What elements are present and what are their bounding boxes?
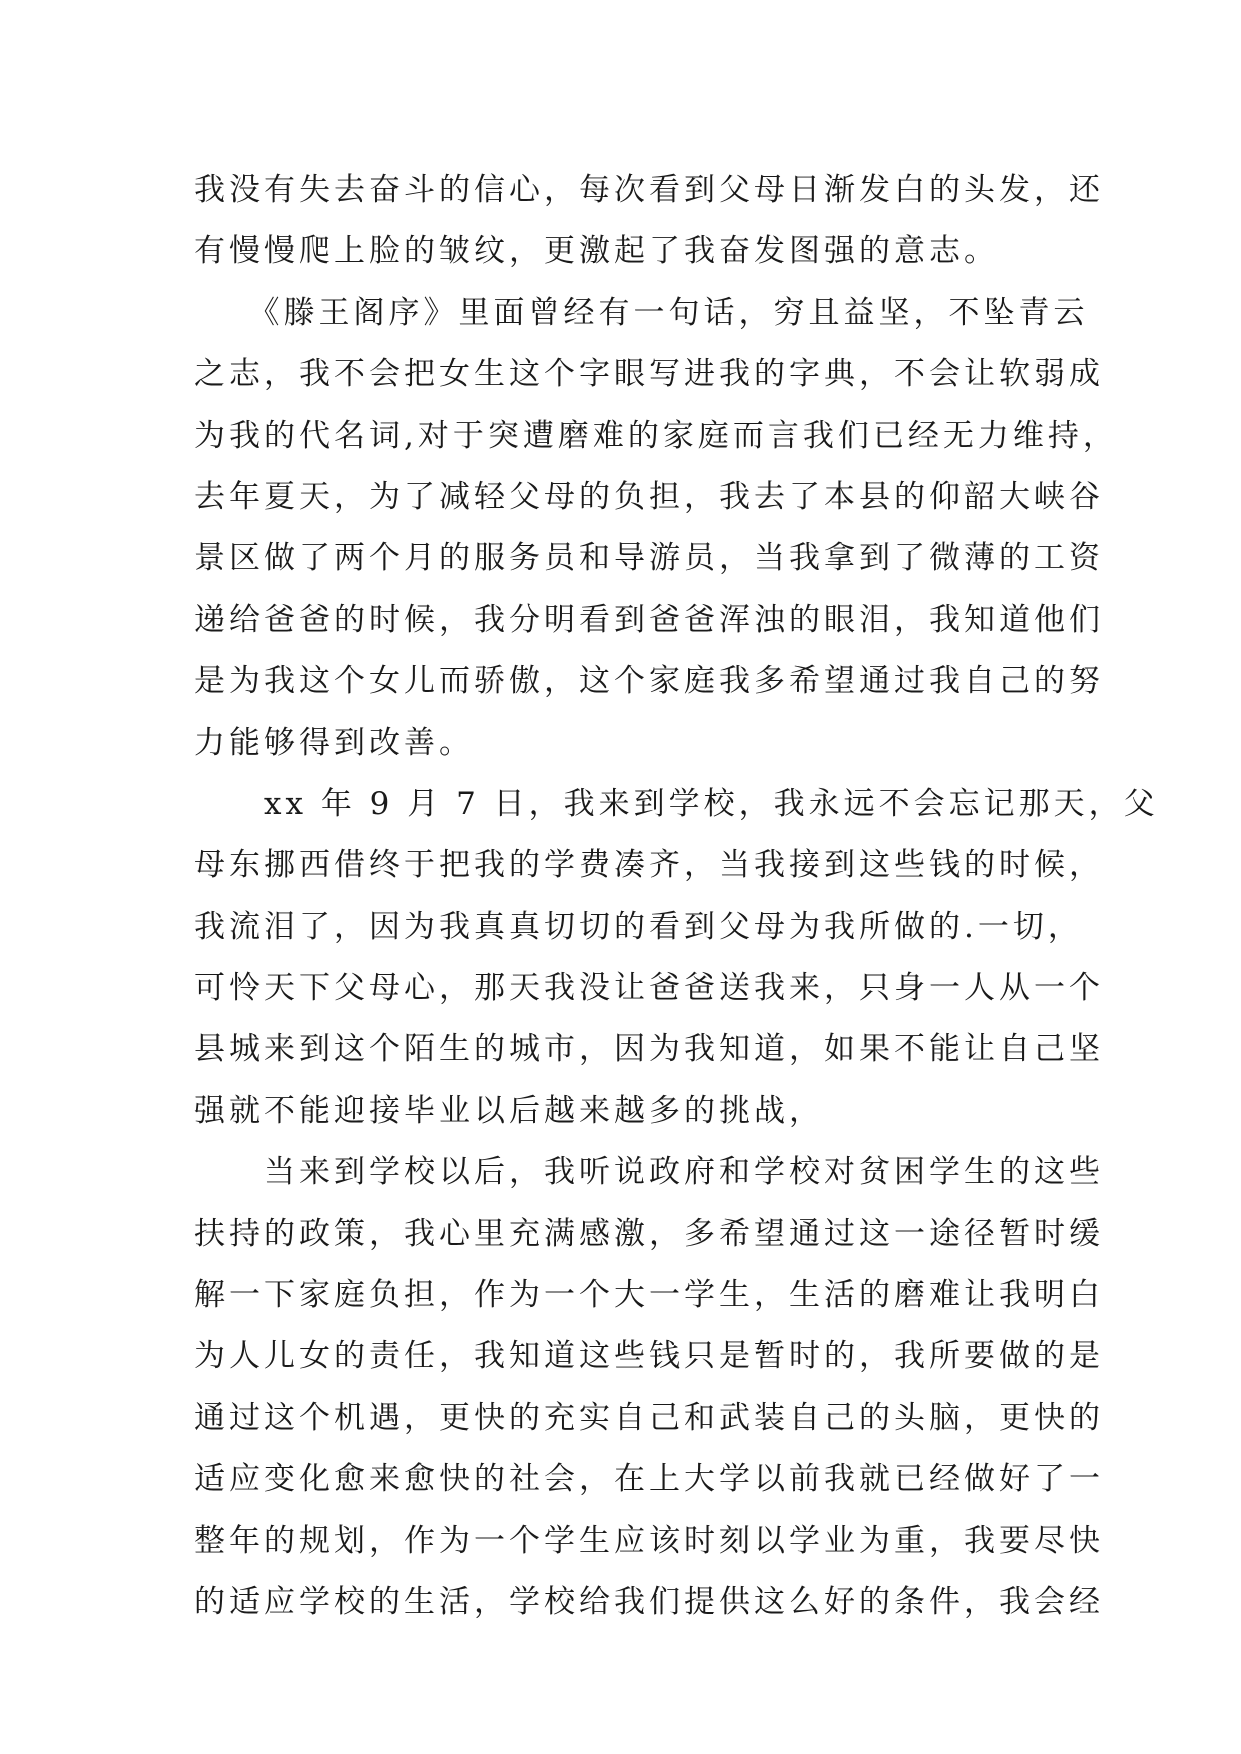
text-line: 可怜天下父母心，那天我没让爸爸送我来，只身一人从一个 bbox=[194, 970, 1104, 1007]
text-line: 景区做了两个月的服务员和导游员，当我拿到了微薄的工资 bbox=[194, 540, 1104, 577]
text-line: 的适应学校的生活，学校给我们提供这么好的条件，我会经 bbox=[194, 1583, 1104, 1620]
text-line: 之志，我不会把女生这个字眼写进我的字典，不会让软弱成 bbox=[194, 356, 1104, 393]
text-line: 为我的代名词,对于突遭磨难的家庭而言我们已经无力维持， bbox=[194, 417, 1118, 454]
text-line: 适应变化愈来愈快的社会，在上大学以前我就已经做好了一 bbox=[194, 1461, 1104, 1498]
body-text bbox=[194, 160, 1159, 1633]
text-line: 递给爸爸的时候，我分明看到爸爸浑浊的眼泪，我知道他们 bbox=[194, 601, 1104, 638]
text-line: 为人儿女的责任，我知道这些钱只是暂时的，我所要做的是 bbox=[194, 1338, 1104, 1375]
text-line: 强就不能迎接毕业以后越来越多的挑战， bbox=[194, 1092, 824, 1129]
text-line: 整年的规划，作为一个学生应该时刻以学业为重，我要尽快 bbox=[194, 1522, 1104, 1559]
text-line: 我没有失去奋斗的信心，每次看到父母日渐发白的头发，还 bbox=[194, 172, 1104, 208]
text-line: 是为我这个女儿而骄傲，这个家庭我多希望通过我自己的努 bbox=[194, 663, 1104, 700]
text-line: 解一下家庭负担，作为一个大一学生，生活的磨难让我明白 bbox=[194, 1277, 1104, 1314]
text-line: 通过这个机遇，更快的充实自己和武装自己的头脑，更快的 bbox=[194, 1399, 1104, 1436]
text-line: xx 年 9 月 7 日，我来到学校，我永远不会忘记那天，父 bbox=[194, 785, 1159, 822]
text-line: 当来到学校以后，我听说政府和学校对贫困学生的这些 bbox=[194, 1154, 1104, 1191]
text-line: 去年夏天，为了减轻父母的负担，我去了本县的仰韶大峡谷 bbox=[194, 478, 1104, 515]
text-line: 县城来到这个陌生的城市，因为我知道，如果不能让自己坚 bbox=[194, 1031, 1104, 1068]
text-line: 有慢慢爬上脸的皱纹，更激起了我奋发图强的意志。 bbox=[194, 233, 999, 270]
text-line: 《滕王阁序》里面曾经有一句话，穷且益坚，不坠青云 bbox=[194, 294, 1089, 331]
text-line: 母东挪西借终于把我的学费凑齐，当我接到这些钱的时候， bbox=[194, 847, 1104, 884]
text-line: 力能够得到改善。 bbox=[194, 724, 474, 761]
text-line: 扶持的政策，我心里充满感激，多希望通过这一途径暂时缓 bbox=[194, 1215, 1104, 1252]
text-line: 我流泪了，因为我真真切切的看到父母为我所做的.一切， bbox=[194, 908, 1083, 945]
